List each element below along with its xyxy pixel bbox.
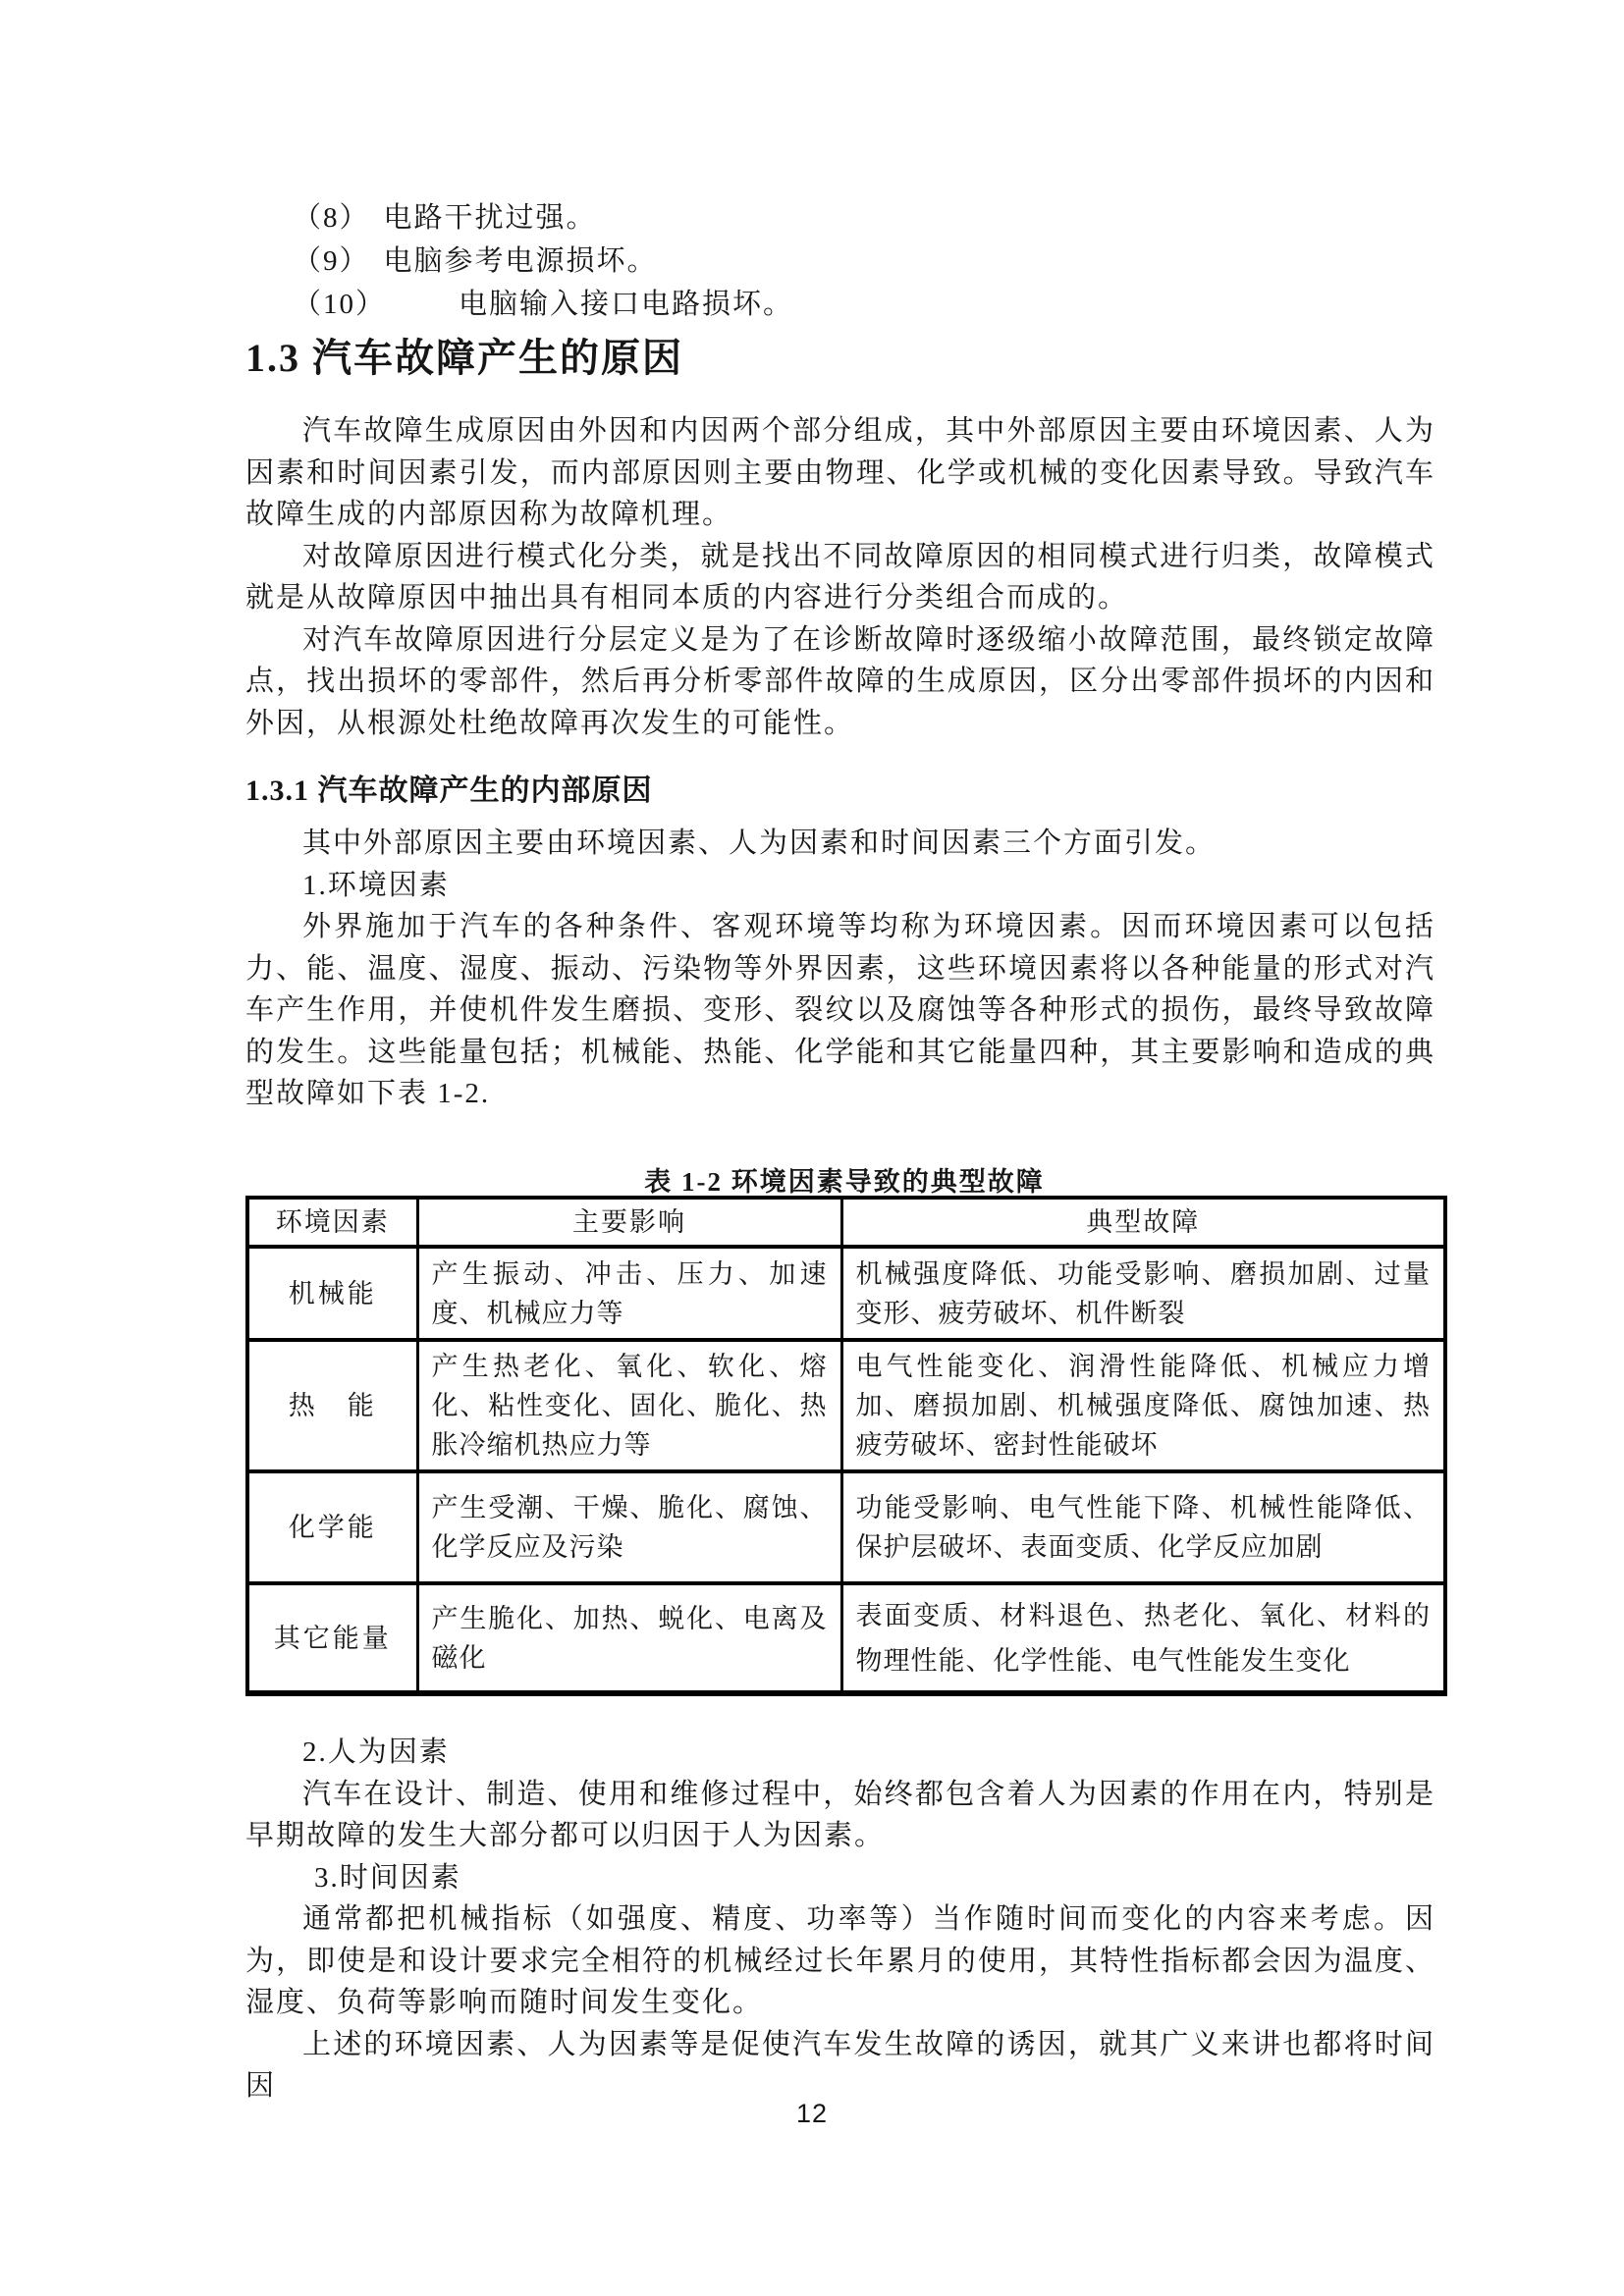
list-item-text: 电脑输入接口电路损坏。	[459, 289, 794, 320]
list-item	[293, 283, 1432, 326]
subsection-heading: 1.3.1 汽车故障产生的内部原因	[245, 774, 653, 807]
list-item-number: （9）	[293, 245, 370, 277]
table-row	[247, 1340, 1445, 1471]
section-paragraphs	[245, 410, 1435, 744]
effect-cell: 产生热老化、氧化、软化、熔化、粘性变化、固化、脆化、热胀冷缩机热应力等	[417, 1340, 841, 1471]
list-item	[293, 240, 1432, 283]
paragraph: 汽车在设计、制造、使用和维修过程中，始终都包含着人为因素的作用在内，特别是早期故障的发生大部分都可以归因于人为因素。	[245, 1778, 1435, 1851]
list-item-text: 电脑参考电源损坏。	[383, 245, 658, 277]
page-number: 12	[795, 2099, 829, 2128]
list-item	[293, 196, 1432, 240]
paragraph: 通常都把机械指标（如强度、精度、功率等）当作随时间而变化的内容来考虑。因为，即使是和设计要求完全相符的机械经过长年累月的使用，其特性指标都会因为温度、湿度、负荷等影响而随时间发生变化。	[245, 1903, 1435, 2018]
numbered-point-title: 1.环境因素	[302, 869, 450, 901]
intro-list	[293, 196, 1432, 326]
fault-cell: 电气性能变化、润滑性能降低、机械应力增加、磨损加剧、机械强度降低、腐蚀加速、热疲劳破坏、密封性能破坏	[841, 1340, 1445, 1471]
fault-cell: 表面变质、材料退色、热老化、氧化、材料的物理性能、化学性能、电气性能发生变化	[841, 1583, 1445, 1693]
factor-cell: 化学能	[247, 1471, 417, 1583]
effect-cell: 产生受潮、干燥、脆化、腐蚀、化学反应及污染	[417, 1471, 841, 1583]
header-cell-effect: 主要影响	[417, 1198, 841, 1247]
paragraph: 汽车故障生成原因由外因和内因两个部分组成，其中外部原因主要由环境因素、人为因素和时间因素引发，而内部原因则主要由物理、化学或机械的变化因素导致。导致汽车故障生成的内部原因称为故障机理。	[245, 415, 1435, 530]
list-item-text: 电路干扰过强。	[383, 202, 597, 234]
header-cell-factor: 环境因素	[247, 1198, 417, 1247]
subsection-paragraphs	[245, 823, 1435, 1115]
fault-cell: 功能受影响、电气性能下降、机械性能降低、保护层破坏、表面变质、化学反应加剧	[841, 1471, 1445, 1583]
numbered-point-title: 2.人为因素	[302, 1736, 450, 1768]
table-caption: 表 1-2 环境因素导致的典型故障	[644, 1167, 1045, 1197]
table-row	[247, 1471, 1445, 1583]
fault-cell: 机械强度降低、功能受影响、磨损加剧、过量变形、疲劳破坏、机件断裂	[841, 1247, 1445, 1340]
factor-cell: 机械能	[247, 1247, 417, 1340]
factor-cell: 热 能	[247, 1340, 417, 1471]
numbered-point-title: 3.时间因素	[314, 1861, 461, 1894]
section-heading: 1.3 汽车故障产生的原因	[245, 336, 683, 380]
factor-cell: 其它能量	[247, 1583, 417, 1693]
effect-cell: 产生脆化、加热、蜕化、电离及磁化	[417, 1583, 841, 1693]
paragraph: 对故障原因进行模式化分类，就是找出不同故障原因的相同模式进行归类，故障模式就是从故障原因中抽出具有相同本质的内容进行分类组合而成的。	[245, 540, 1435, 614]
effect-cell: 产生振动、冲击、压力、加速度、机械应力等	[417, 1247, 841, 1340]
paragraph: 对汽车故障原因进行分层定义是为了在诊断故障时逐级缩小故障范围，最终锁定故障点，找出损坏的零部件，然后再分析零部件故障的生成原因，区分出零部件损坏的内因和外因，从根源处杜绝故障再次发生的可能性。	[245, 623, 1435, 739]
paragraph: 上述的环境因素、人为因素等是促使汽车发生故障的诱因，就其广义来讲也都将时间因	[245, 2028, 1435, 2102]
table-header-row	[247, 1198, 1445, 1247]
paragraph: 其中外部原因主要由环境因素、人为因素和时间因素三个方面引发。	[302, 828, 1217, 859]
environment-fault-table	[245, 1196, 1447, 1696]
header-cell-fault: 典型故障	[841, 1198, 1445, 1247]
paragraph: 外界施加于汽车的各种条件、客观环境等均称为环境因素。因而环境因素可以包括力、能、温度、湿度、振动、污染物等外界因素，这些环境因素将以各种能量的形式对汽车产生作用，并使机件发生磨损、变形、裂纹以及腐蚀等各种形式的损伤，最终导致故障的发生。这些能量包括；机械能、热能、化学能和其它能量四种，其主要影响和造成的典型故障如下表 1-2.	[245, 911, 1435, 1109]
after-table-paragraphs	[245, 1732, 1435, 2108]
list-item-number: （10）	[293, 289, 387, 320]
list-item-number: （8）	[293, 202, 370, 234]
table-row	[247, 1247, 1445, 1340]
table-row	[247, 1583, 1445, 1693]
